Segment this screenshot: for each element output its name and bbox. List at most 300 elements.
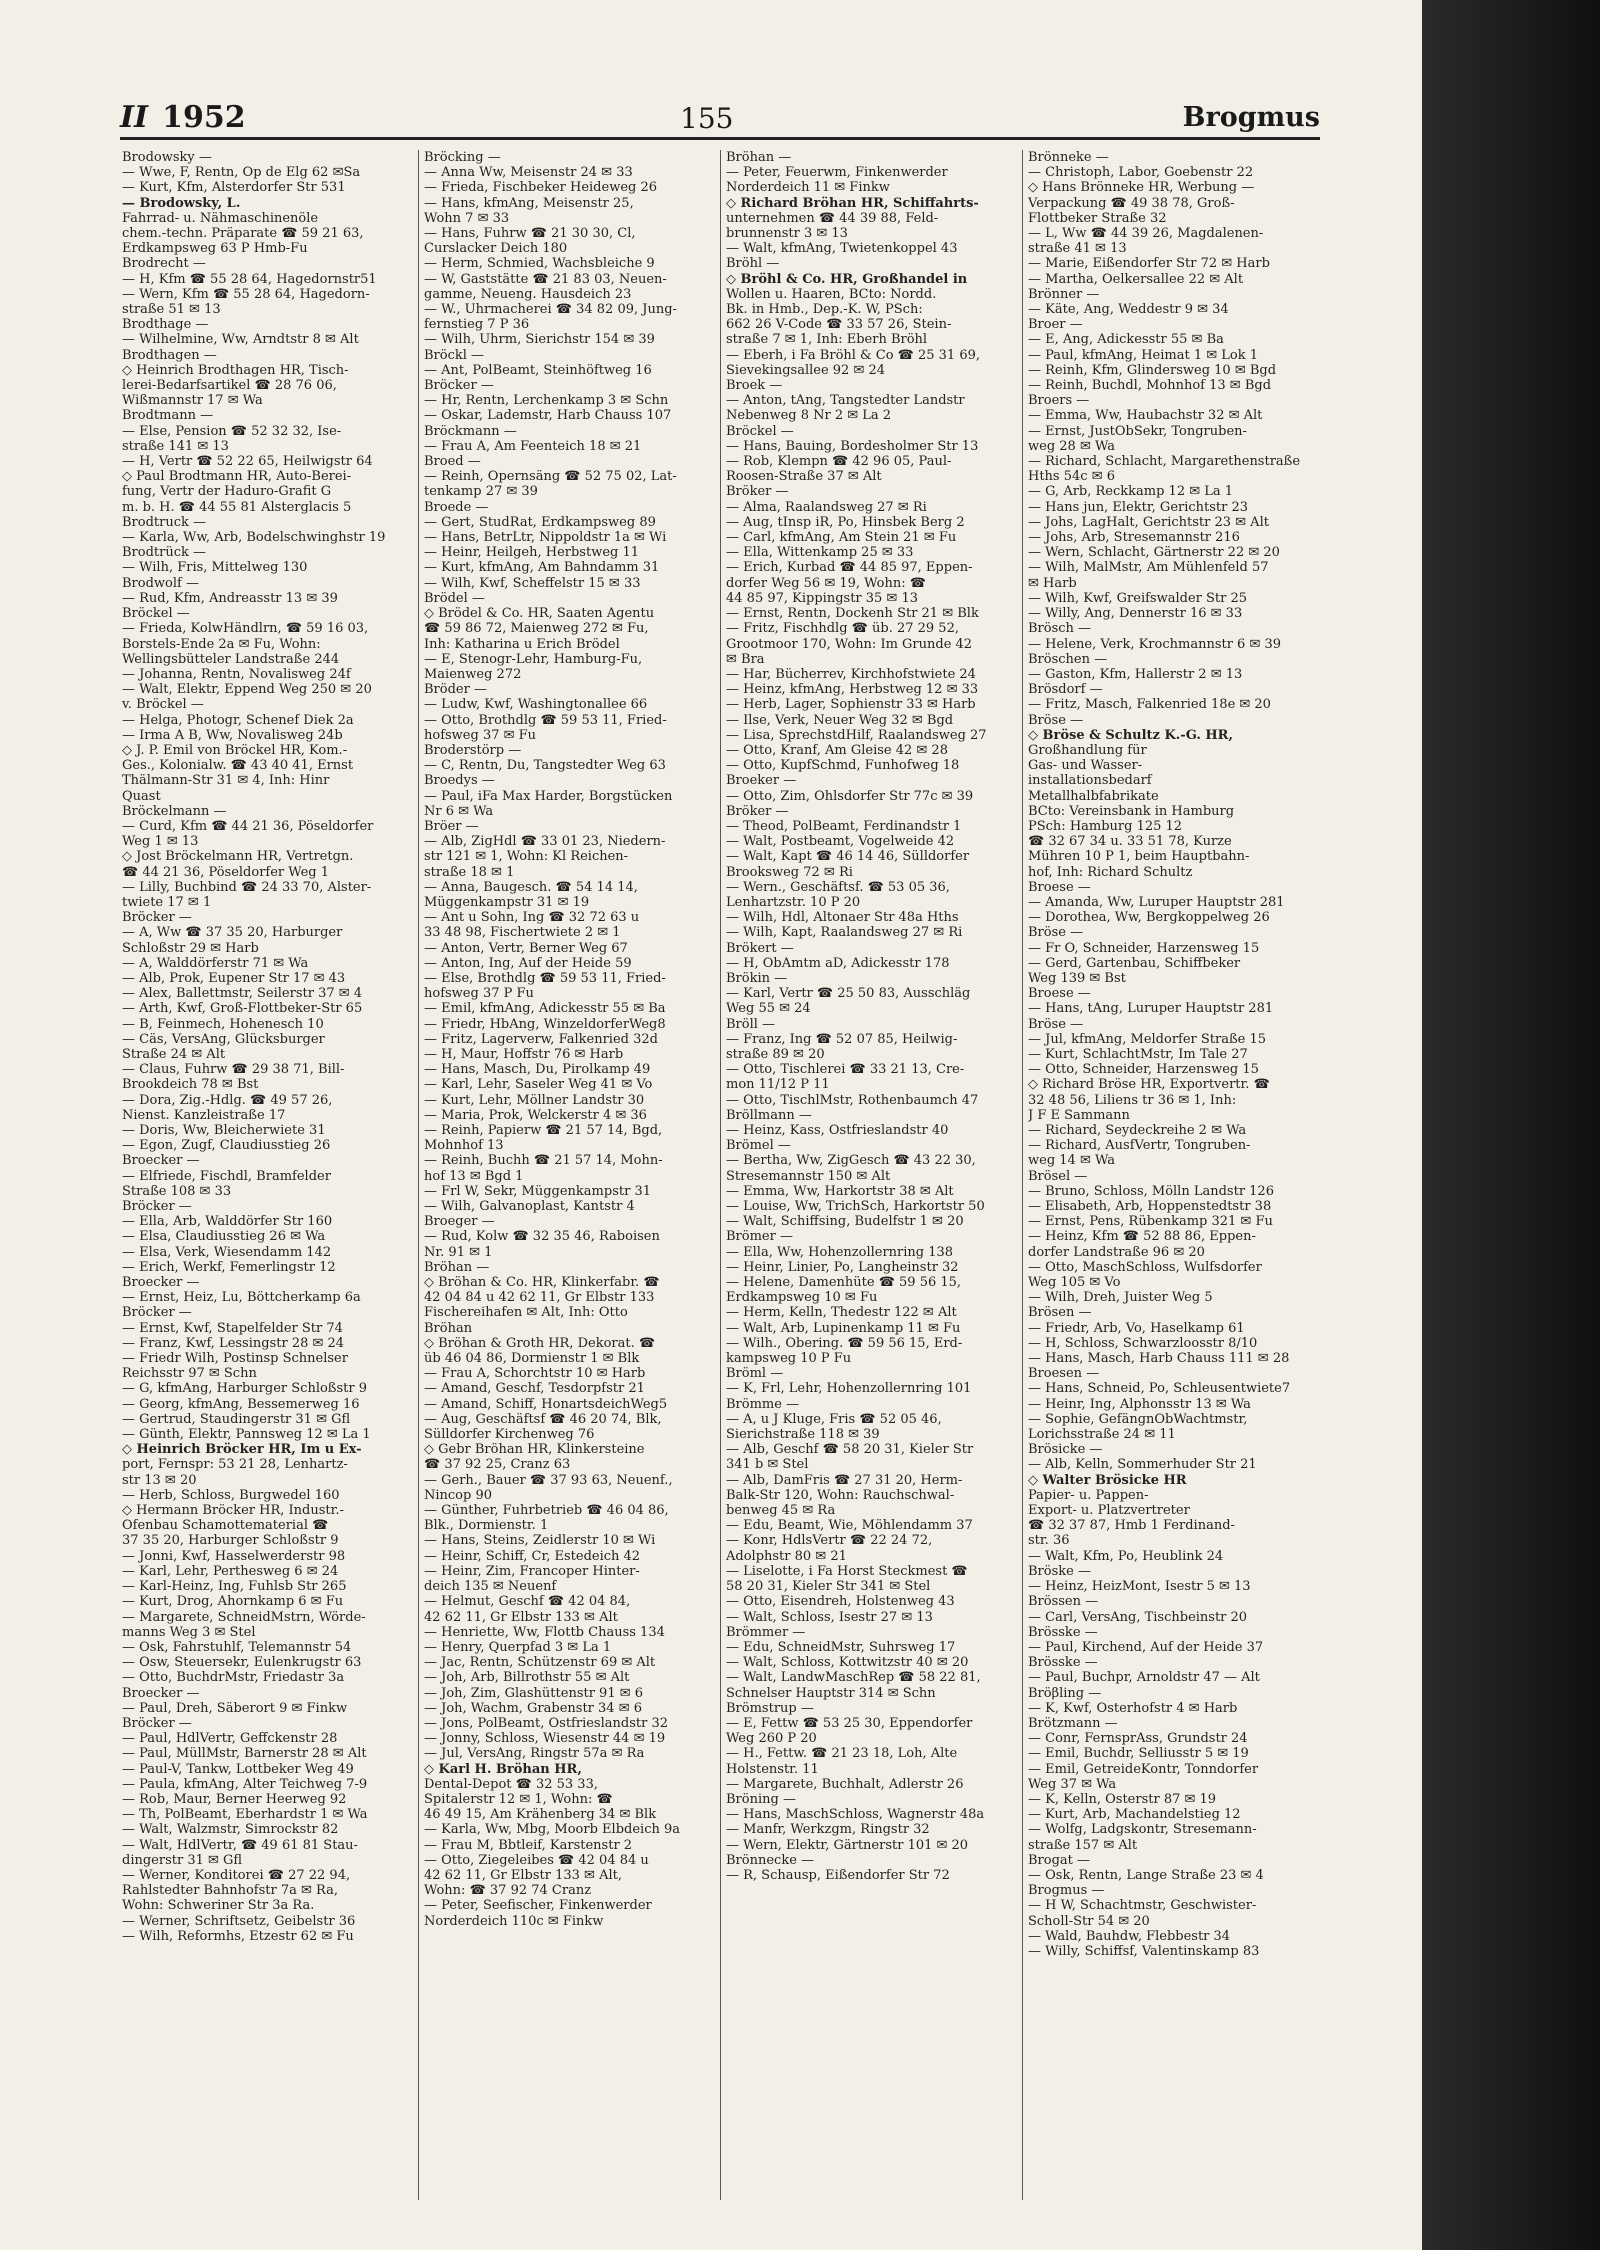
directory-line: weg 14 ✉ Wa — [1028, 1153, 1115, 1169]
directory-line: — Alb, DamFris ☎ 27 31 20, Herm- — [726, 1472, 963, 1488]
directory-line: — E, Fettw ☎ 53 25 30, Eppendorfer — [726, 1715, 973, 1731]
directory-line: Brodthage — — [122, 317, 209, 333]
directory-line: Norderdeich 110c ✉ Finkw — [424, 1913, 604, 1929]
directory-line: Bröer — — [424, 818, 479, 834]
directory-line: — Kurt, Lehr, Möllner Landstr 30 — [424, 1092, 645, 1108]
directory-line: Brökin — — [726, 970, 788, 986]
directory-line: PSch: Hamburg 125 12 — [1028, 818, 1183, 834]
directory-line: Bröckl — — [424, 347, 485, 363]
directory-line: Bröker — — [726, 484, 789, 500]
directory-line: Stresemannstr 150 ✉ Alt — [726, 1168, 891, 1184]
directory-line: Müggenkampstr 31 ✉ 19 — [424, 894, 590, 910]
directory-line: — Paul, MüllMstr, Barnerstr 28 ✉ Alt — [122, 1746, 367, 1762]
directory-line: Maienweg 272 — [424, 666, 522, 682]
directory-line: ◇ Hans Brönneke HR, Werbung — — [1028, 180, 1255, 196]
directory-line: ◇ Gebr Bröhan HR, Klinkersteine — [424, 1442, 645, 1458]
directory-line: Broesen — — [1028, 1366, 1100, 1382]
directory-line: ☎ 32 67 34 u. 33 51 78, Kurze — [1028, 834, 1232, 850]
directory-line: — E, Ang, Adickesstr 55 ✉ Ba — [1028, 332, 1224, 348]
directory-line: — Egon, Zugf, Claudiusstieg 26 — [122, 1138, 331, 1154]
directory-line: — Walt, Arb, Lupinenkamp 11 ✉ Fu — [726, 1320, 961, 1336]
directory-line: — Reinh, Papierw ☎ 21 57 14, Bgd, — [424, 1123, 663, 1138]
column-4 — [1028, 150, 1318, 2200]
directory-line: Broek — — [726, 378, 783, 394]
directory-line: — Karl, Vertr ☎ 25 50 83, Ausschläg — [726, 986, 971, 1002]
directory-line: — Johanna, Rentn, Novalisweg 24f — [122, 666, 351, 682]
directory-line: — Peter, Feuerwm, Finkenwerder — [726, 165, 948, 181]
directory-line: 37 35 20, Harburger Schloßstr 9 — [122, 1533, 339, 1549]
directory-line: — Dorothea, Ww, Bergkoppelweg 26 — [1028, 910, 1270, 926]
directory-line: — Elsa, Claudiusstieg 26 ✉ Wa — [122, 1229, 326, 1245]
directory-line: fung, Vertr der Haduro-Grafit G — [122, 484, 332, 500]
directory-line: — Otto, Brothdlg ☎ 59 53 11, Fried- — [424, 712, 667, 728]
directory-line: — Fritz, Masch, Falkenried 18e ✉ 20 — [1028, 697, 1271, 713]
directory-line: — Ant, PolBeamt, Steinhöftweg 16 — [424, 362, 652, 378]
directory-line: — Karla, Ww, Mbg, Moorb Elbdeich 9a — [424, 1822, 680, 1838]
directory-line: installationsbedarf — [1028, 773, 1152, 789]
directory-line: — Gerd, Gartenbau, Schiffbeker — [1028, 955, 1241, 971]
directory-line: Mohnhof 13 — [424, 1138, 504, 1154]
directory-line: — Frau M, Bbtleif, Karstenstr 2 — [424, 1837, 633, 1853]
directory-line: Rahlstedter Bahnhofstr 7a ✉ Ra, — [122, 1883, 338, 1899]
directory-line: — Joh, Zim, Glashüttenstr 91 ✉ 6 — [424, 1685, 644, 1701]
directory-line: deich 135 ✉ Neuenf — [424, 1579, 557, 1595]
directory-line: Bröske — — [1028, 1563, 1091, 1579]
directory-line: — Louise, Ww, TrichSch, Harkortstr 50 — [726, 1199, 985, 1215]
directory-line: Weg 139 ✉ Bst — [1028, 970, 1126, 986]
directory-line: Brösch — — [1028, 621, 1092, 637]
directory-line: Bröcker — — [122, 1305, 192, 1321]
directory-line: unternehmen ☎ 44 39 88, Feld- — [726, 210, 939, 226]
directory-line: Bröhan — — [424, 1259, 490, 1275]
directory-line: ☎ 32 37 87, Hmb 1 Ferdinand- — [1028, 1518, 1235, 1534]
directory-line: Brökert — — [726, 940, 794, 956]
directory-line: gamme, Neueng. Hausdeich 23 — [424, 286, 632, 302]
directory-line: port, Fernspr: 53 21 28, Lenhartz- — [122, 1457, 348, 1473]
directory-line: — Alb, ZigHdl ☎ 33 01 23, Niedern- — [424, 834, 666, 850]
directory-line: — Emil, Buchdr, Selliusstr 5 ✉ 19 — [1028, 1746, 1249, 1762]
directory-line: — Rob, Maur, Berner Heerweg 92 — [122, 1791, 347, 1807]
directory-line: — Richard, Schlacht, Margarethenstraße — [1028, 454, 1301, 470]
directory-line: Wellingsbütteler Landstraße 244 — [122, 651, 340, 667]
directory-line: — Alb, Geschf ☎ 58 20 31, Kieler Str — [726, 1442, 974, 1458]
directory-line: — Edu, SchneidMstr, Suhrsweg 17 — [726, 1639, 956, 1655]
directory-line: — Otto, Tischlerei ☎ 33 21 13, Cre- — [726, 1062, 965, 1078]
directory-line: Brösske — — [1028, 1655, 1098, 1671]
directory-line: — Aug, Geschäftsf ☎ 46 20 74, Blk, — [424, 1411, 662, 1427]
directory-line: — Margarete, Buchhalt, Adlerstr 26 — [726, 1776, 964, 1792]
directory-line: — Emma, Ww, Haubachstr 32 ✉ Alt — [1028, 408, 1263, 424]
directory-line: — Kurt, SchlachtMstr, Im Tale 27 — [1028, 1046, 1248, 1062]
directory-line: Broese — — [1028, 986, 1091, 1002]
directory-line: — H, Vertr ☎ 52 22 65, Heilwigstr 64 — [122, 454, 373, 470]
directory-line: — Emil, kfmAng, Adickesstr 55 ✉ Ba — [424, 1001, 666, 1017]
directory-line: Lorichsstraße 24 ✉ 11 — [1028, 1427, 1176, 1443]
directory-line: straße 7 ✉ 1, Inh: Eberh Bröhl — [726, 332, 928, 348]
directory-line: manns Weg 3 ✉ Stel — [122, 1624, 256, 1640]
directory-line: Nincop 90 — [424, 1487, 493, 1503]
directory-line: Broer — — [1028, 317, 1083, 333]
directory-line: — Ernst, Heiz, Lu, Böttcherkamp 6a — [122, 1290, 361, 1306]
directory-line: Spitalerstr 12 ✉ 1, Wohn: ☎ — [424, 1791, 613, 1807]
directory-line: str 13 ✉ 20 — [122, 1472, 197, 1488]
directory-line: — Jonny, Schloss, Wiesenstr 44 ✉ 19 — [424, 1731, 666, 1747]
directory-line: Brösdorf — — [1028, 682, 1103, 698]
directory-line: — Paul, iFa Max Harder, Borgstücken — [424, 788, 673, 804]
directory-line: Nienst. Kanzleistraße 17 — [122, 1107, 286, 1123]
directory-line: — Werner, Schriftsetz, Geibelstr 36 — [122, 1913, 356, 1929]
directory-line: Broecker — — [122, 1153, 200, 1169]
directory-line: — R, Schausp, Eißendorfer Str 72 — [726, 1867, 950, 1883]
directory-line: Nr. 91 ✉ 1 — [424, 1244, 493, 1260]
directory-line: Weg 37 ✉ Wa — [1028, 1776, 1117, 1792]
directory-line: Brodrecht — — [122, 256, 206, 272]
directory-line: — Walt, Schiffsing, Budelfstr 1 ✉ 20 — [726, 1214, 964, 1230]
directory-line: ✉ Bra — [726, 651, 765, 667]
directory-line: ◇ J. P. Emil von Bröckel HR, Kom.- — [122, 742, 348, 758]
directory-line: — Wilh, Kwf, Greifswalder Str 25 — [1028, 590, 1248, 606]
directory-line: — Walt, Kapt ☎ 46 14 46, Sülldorfer — [726, 849, 970, 865]
directory-line: Bröcker — — [424, 378, 494, 394]
directory-line: Brömstrup — — [726, 1700, 814, 1716]
directory-line: Bröml — — [726, 1366, 784, 1382]
directory-line: — Frieda, Fischbeker Heideweg 26 — [424, 180, 658, 196]
directory-line: fernstieg 7 P 36 — [424, 317, 530, 333]
directory-line: — Otto, Zim, Ohlsdorfer Str 77c ✉ 39 — [726, 788, 974, 804]
directory-line: — Karl, Lehr, Saseler Weg 41 ✉ Vo — [424, 1077, 653, 1093]
directory-line: — H., Fettw. ☎ 21 23 18, Loh, Alte — [726, 1746, 958, 1762]
directory-line: — Doris, Ww, Bleicherwiete 31 — [122, 1123, 326, 1138]
directory-line: — Arth, Kwf, Groß-Flottbeker-Str 65 — [122, 1001, 363, 1017]
directory-line: — Wilh., Obering. ☎ 59 56 15, Erd- — [726, 1335, 963, 1351]
directory-line: ◇ Brödel & Co. HR, Saaten Agentu — [424, 606, 655, 622]
directory-line: — Hans, Masch, Du, Pirolkamp 49 — [424, 1062, 651, 1078]
directory-line: — Walt, Elektr, Eppend Weg 250 ✉ 20 — [122, 682, 372, 698]
directory-line: — Wern, Kfm ☎ 55 28 64, Hagedorn- — [122, 286, 370, 302]
directory-line: Brösicke — — [1028, 1442, 1103, 1458]
directory-line: Bröcker — — [122, 910, 192, 926]
directory-line: straße 157 ✉ Alt — [1028, 1837, 1138, 1853]
directory-line: — Joh, Arb, Billrothstr 55 ✉ Alt — [424, 1670, 630, 1686]
directory-line: 46 49 15, Am Krähenberg 34 ✉ Blk — [424, 1807, 657, 1823]
directory-line: — Hans, MaschSchloss, Wagnerstr 48a — [726, 1807, 985, 1823]
directory-line: — Hans, Fuhrw ☎ 21 30 30, Cl, — [424, 226, 636, 242]
directory-line: hof, Inh: Richard Schultz — [1028, 864, 1193, 880]
directory-line: — Paul, Dreh, Säberort 9 ✉ Finkw — [122, 1700, 348, 1716]
directory-line: ◇ Bröse & Schultz K.-G. HR, — [1028, 727, 1233, 743]
directory-line: — Hans, BetrLtr, Nippoldstr 1a ✉ Wi — [424, 530, 667, 546]
directory-line: — Else, Brothdlg ☎ 59 53 11, Fried- — [424, 970, 666, 986]
column-1 — [122, 150, 412, 2200]
column-divider — [418, 150, 419, 2200]
directory-line: — Johs, Arb, Stresemannstr 216 — [1028, 530, 1240, 546]
directory-line: — Wern, Elektr, Gärtnerstr 101 ✉ 20 — [726, 1837, 969, 1853]
directory-line: — A, Walddörferstr 71 ✉ Wa — [122, 955, 309, 971]
directory-line: — K, Kwf, Osterhofstr 4 ✉ Harb — [1028, 1700, 1238, 1716]
directory-line: — Otto, TischlMstr, Rothenbaumch 47 — [726, 1092, 979, 1108]
directory-line: Weg 1 ✉ 13 — [122, 834, 199, 850]
directory-line: Balk-Str 120, Wohn: Rauchschwal- — [726, 1487, 955, 1503]
directory-line: benweg 45 ✉ Ra — [726, 1503, 836, 1519]
directory-line: — Wilh, Uhrm, Sierichstr 154 ✉ 39 — [424, 332, 655, 348]
directory-line: — H, Kfm ☎ 55 28 64, Hagedornstr51 — [122, 271, 377, 287]
directory-line: — Walt, kfmAng, Twietenkoppel 43 — [726, 241, 958, 257]
directory-line: Sierichstraße 118 ✉ 39 — [726, 1427, 880, 1443]
directory-line: Straße 108 ✉ 33 — [122, 1183, 232, 1199]
directory-line: — Lilly, Buchbind ☎ 24 33 70, Alster- — [122, 879, 372, 895]
directory-line: lerei-Bedarfsartikel ☎ 28 76 06, — [122, 378, 337, 394]
directory-line: Norderdeich 11 ✉ Finkw — [726, 180, 890, 196]
directory-line: — Cäs, VersAng, Glücksburger — [122, 1031, 325, 1047]
directory-line: dorfer Landstraße 96 ✉ 20 — [1028, 1244, 1205, 1260]
directory-line: — Hans, Bauing, Bordesholmer Str 13 — [726, 438, 979, 454]
directory-line: — Kurt, kfmAng, Am Bahndamm 31 — [424, 560, 660, 576]
directory-line: — Martha, Oelkersallee 22 ✉ Alt — [1028, 271, 1244, 287]
directory-line: Sievekingsallee 92 ✉ 24 — [726, 362, 886, 378]
directory-line: Export- u. Platzvertreter — [1028, 1503, 1190, 1519]
directory-line: Borstels-Ende 2a ✉ Fu, Wohn: — [122, 636, 321, 652]
directory-line: brunnenstr 3 ✉ 13 — [726, 226, 848, 242]
directory-line: — Willy, Schiffsf, Valentinskamp 83 — [1028, 1943, 1260, 1959]
directory-line: — Walt, Schloss, Isestr 27 ✉ 13 — [726, 1609, 933, 1625]
directory-line: — Konr, HdlsVertr ☎ 22 24 72, — [726, 1533, 933, 1549]
directory-line: — Friedr Wilh, Postinsp Schnelser — [122, 1351, 348, 1367]
directory-line: — Christoph, Labor, Goebenstr 22 — [1028, 165, 1254, 181]
directory-line: — Hans, kfmAng, Meisenstr 25, — [424, 195, 634, 211]
directory-line: Blk., Dormienstr. 1 — [424, 1518, 549, 1534]
directory-line: — Reinh, Kfm, Glindersweg 10 ✉ Bgd — [1028, 362, 1277, 378]
directory-line: — Otto, KupfSchmd, Funhofweg 18 — [726, 758, 960, 774]
directory-line: — Liselotte, i Fa Horst Steckmest ☎ — [726, 1563, 968, 1579]
directory-line: — Frieda, KolwHändlrn, ☎ 59 16 03, — [122, 621, 369, 637]
year: 1952 — [162, 100, 246, 135]
directory-line: Brötzmann — — [1028, 1715, 1118, 1731]
directory-line: Bröker — — [726, 803, 789, 819]
directory-line: 44 85 97, Kippingstr 35 ✉ 13 — [726, 590, 919, 606]
directory-line: Brödel — — [424, 590, 485, 606]
directory-line: — Otto, Eisendreh, Holstenweg 43 — [726, 1594, 955, 1610]
directory-line: — H, Schloss, Schwarzloosstr 8/10 — [1028, 1335, 1258, 1351]
directory-line: ☎ 37 92 25, Cranz 63 — [424, 1457, 571, 1473]
directory-line: — Fr O, Schneider, Harzensweg 15 — [1028, 940, 1260, 956]
directory-line: Broderstörp — — [424, 742, 522, 758]
directory-line: — H W, Schachtmstr, Geschwister- — [1028, 1898, 1257, 1914]
directory-line: — Herb, Lager, Sophienstr 33 ✉ Harb — [726, 697, 976, 713]
page-header — [120, 100, 1320, 140]
directory-line: — Wilh, MalMstr, Am Mühlenfeld 57 — [1028, 560, 1269, 576]
directory-line: — Paul, kfmAng, Heimat 1 ✉ Lok 1 — [1028, 347, 1258, 363]
directory-line: — Günth, Elektr, Pannsweg 12 ✉ La 1 — [122, 1427, 371, 1443]
directory-line: — Herb, Schloss, Burgwedel 160 — [122, 1487, 340, 1503]
directory-line: — K, Kelln, Osterstr 87 ✉ 19 — [1028, 1791, 1217, 1807]
directory-line: — K, Frl, Lehr, Hohenzollernring 101 — [726, 1381, 972, 1397]
directory-line: — Heinz, Kfm ☎ 52 88 86, Eppen- — [1028, 1229, 1256, 1245]
directory-line: — Alma, Raalandsweg 27 ✉ Ri — [726, 499, 927, 515]
directory-line: — Reinh, Buchdl, Mohnhof 13 ✉ Bgd — [1028, 378, 1272, 394]
directory-line: — Wwe, F, Rentn, Op de Elg 62 ✉Sa — [122, 165, 361, 181]
directory-line: Brönner — — [1028, 286, 1100, 302]
directory-line: Reichsstr 97 ✉ Schn — [122, 1366, 257, 1382]
directory-line: Broedys — — [424, 773, 495, 789]
directory-line: — Alb, Kelln, Sommerhuder Str 21 — [1028, 1457, 1257, 1473]
directory-line: — Anna Ww, Meisenstr 24 ✉ 33 — [424, 165, 633, 181]
directory-line: — Henry, Querpfad 3 ✉ La 1 — [424, 1639, 612, 1655]
directory-line: Bröcking — — [424, 150, 501, 165]
directory-line: — Osk, Fahrstuhlf, Telemannstr 54 — [122, 1639, 352, 1655]
directory-line: — H, ObAmtm aD, Adickesstr 178 — [726, 955, 950, 971]
directory-line: — Helene, Verk, Krochmannstr 6 ✉ 39 — [1028, 636, 1282, 652]
directory-line: Hths 54c ✉ 6 — [1028, 469, 1115, 485]
directory-line: v. Bröckel — — [122, 697, 204, 713]
directory-line: — W., Uhrmacherei ☎ 34 82 09, Jung- — [424, 302, 677, 318]
directory-line: ◇ Bröhan & Groth HR, Dekorat. ☎ — [424, 1335, 656, 1351]
directory-line: — Sophie, GefängnObWachtmstr, — [1028, 1411, 1248, 1427]
directory-line: Brodtmann — — [122, 408, 214, 424]
directory-line: Bröse — — [1028, 925, 1084, 941]
directory-line: Bröhan — [424, 1320, 473, 1336]
directory-line: Bröse — — [1028, 712, 1084, 728]
directory-line: straße 89 ✉ 20 — [726, 1046, 825, 1062]
directory-line: Brösen — — [1028, 1305, 1092, 1321]
directory-line: Brodwolf — — [122, 575, 199, 591]
directory-line: twiete 17 ✉ 1 — [122, 894, 212, 910]
directory-line: — Carl, VersAng, Tischbeinstr 20 — [1028, 1609, 1248, 1625]
directory-line: — Erich, Werkf, Femerlingstr 12 — [122, 1259, 336, 1275]
directory-line: — Reinh, Buchh ☎ 21 57 14, Mohn- — [424, 1153, 663, 1169]
directory-line: — Helga, Photogr, Schenef Diek 2a — [122, 712, 354, 728]
directory-line: ◇ Richard Bröhan HR, Schiffahrts- — [726, 195, 979, 211]
directory-line: Wohn: ☎ 37 92 74 Cranz — [424, 1883, 592, 1899]
directory-line: — Werner, Konditorei ☎ 27 22 94, — [122, 1867, 351, 1883]
directory-line: 33 48 98, Fischertwiete 2 ✉ 1 — [424, 925, 621, 941]
directory-line: — Hans, Schneid, Po, Schleusentwiete7 — [1028, 1381, 1291, 1397]
directory-line: mon 11/12 P 11 — [726, 1077, 830, 1093]
directory-line: Bröhan — — [726, 150, 792, 165]
directory-line: Mühren 10 P 1, beim Hauptbahn- — [1028, 849, 1250, 865]
directory-line: — Walt, Kfm, Po, Heublink 24 — [1028, 1548, 1224, 1564]
directory-line: — Har, Bücherrev, Kirchhofstwiete 24 — [726, 666, 976, 682]
directory-line: Ges., Kolonialw. ☎ 43 40 41, Ernst — [122, 758, 354, 774]
directory-line: tenkamp 27 ✉ 39 — [424, 484, 538, 500]
directory-line: — Ant u Sohn, Ing ☎ 32 72 63 u — [424, 910, 640, 926]
directory-line: — Helene, Damenhüte ☎ 59 56 15, — [726, 1275, 962, 1291]
column-3 — [726, 150, 1016, 2200]
directory-line: Verpackung ☎ 49 38 78, Groß- — [1028, 195, 1235, 211]
directory-line: 341 b ✉ Stel — [726, 1457, 809, 1473]
directory-line: — Rob, Klempn ☎ 42 96 05, Paul- — [726, 454, 952, 470]
directory-line: J F E Sammann — [1028, 1107, 1130, 1123]
directory-line: — Willy, Ang, Dennerstr 16 ✉ 33 — [1028, 606, 1243, 622]
directory-line: Wohn 7 ✉ 33 — [424, 210, 510, 226]
directory-line: — Paula, kfmAng, Alter Teichweg 7-9 — [122, 1776, 368, 1792]
directory-line: Weg 105 ✉ Vo — [1028, 1275, 1121, 1291]
directory-line: — L, Ww ☎ 44 39 26, Magdalenen- — [1028, 226, 1264, 242]
directory-line: — Ernst, Pens, Rübenkamp 321 ✉ Fu — [1028, 1214, 1273, 1230]
directory-line: Brodowsky — — [122, 150, 212, 165]
directory-line: — Amand, Geschf, Tesdorpfstr 21 — [424, 1381, 645, 1397]
directory-line: — Walt, Schloss, Kottwitzstr 40 ✉ 20 — [726, 1655, 969, 1671]
directory-line: Roosen-Straße 37 ✉ Alt — [726, 469, 882, 485]
directory-line: Flottbeker Straße 32 — [1028, 210, 1167, 226]
directory-line: Broers — — [1028, 393, 1090, 409]
directory-line: ◇ Jost Bröckelmann HR, Vertretgn. — [122, 849, 354, 865]
directory-line: — Erich, Kurbad ☎ 44 85 97, Eppen- — [726, 560, 973, 576]
directory-line: — Walt, HdlVertr, ☎ 49 61 81 Stau- — [122, 1837, 358, 1853]
directory-line: — Wilh, Hdl, Altonaer Str 48a Hths — [726, 910, 959, 926]
directory-line: — Ernst, Rentn, Dockenh Str 21 ✉ Blk — [726, 606, 979, 622]
directory-line: — Peter, Seefischer, Finkenwerder — [424, 1898, 652, 1914]
directory-line: — Wilh, Dreh, Juister Weg 5 — [1028, 1290, 1213, 1306]
column-divider — [720, 150, 721, 2200]
directory-line: — Fritz, Fischhdlg ☎ üb. 27 29 52, — [726, 621, 959, 637]
directory-line: — Dora, Zig.-Hdlg. ☎ 49 57 26, — [122, 1092, 333, 1108]
directory-line: — Otto, Kranf, Am Gleise 42 ✉ 28 — [726, 742, 948, 758]
page-number: 155 — [680, 102, 734, 135]
directory-line: ◇ Richard Bröse HR, Exportvertr. ☎ — [1028, 1077, 1270, 1093]
volume-number: II — [120, 100, 149, 135]
directory-line: — G, kfmAng, Harburger Schloßstr 9 — [122, 1381, 367, 1397]
directory-line: — Paul, Kirchend, Auf der Heide 37 — [1028, 1639, 1264, 1655]
directory-line: — Hans, Steins, Zeidlerstr 10 ✉ Wi — [424, 1533, 656, 1549]
directory-line: — Ella, Ww, Hohenzollernring 138 — [726, 1244, 954, 1260]
directory-line: Brodtruck — — [122, 514, 207, 530]
directory-line: Gas- und Wasser- — [1028, 758, 1143, 774]
directory-line: ☎ 59 86 72, Maienweg 272 ✉ Fu, — [424, 621, 649, 637]
directory-line: Wollen u. Haaren, BCto: Nordd. — [726, 286, 937, 302]
directory-line: — G, Arb, Reckkamp 12 ✉ La 1 — [1028, 484, 1234, 500]
directory-line: Bröhl — — [726, 256, 780, 272]
directory-line: — Alex, Ballettmstr, Seilerstr 37 ✉ 4 — [122, 986, 363, 1002]
directory-line: — Rud, Kolw ☎ 32 35 46, Raboisen — [424, 1229, 660, 1245]
directory-line: Lenhartzstr. 10 P 20 — [726, 894, 861, 910]
directory-line: — E, Stenogr-Lehr, Hamburg-Fu, — [424, 651, 643, 667]
directory-line: Broeger — — [424, 1214, 495, 1230]
directory-line: — Eberh, i Fa Bröhl & Co ☎ 25 31 69, — [726, 347, 981, 363]
directory-line: — Walt, Walzmstr, Simrockstr 82 — [122, 1822, 339, 1838]
directory-line: — Richard, Seydeckreihe 2 ✉ Wa — [1028, 1123, 1247, 1138]
directory-line: Straße 24 ✉ Alt — [122, 1046, 226, 1062]
directory-line: 42 62 11, Gr Elbstr 133 ✉ Alt — [424, 1609, 618, 1625]
directory-line: dorfer Weg 56 ✉ 19, Wohn: ☎ — [726, 575, 926, 591]
directory-line: — Jac, Rentn, Schützenstr 69 ✉ Alt — [424, 1655, 656, 1671]
directory-line: — Anton, Ing, Auf der Heide 59 — [424, 955, 632, 971]
directory-line: Fahrrad- u. Nähmaschinenöle — [122, 210, 319, 226]
directory-line: — Gert, StudRat, Erdkampsweg 89 — [424, 514, 656, 530]
directory-line: Curslacker Deich 180 — [424, 241, 568, 257]
directory-line: ◇ Bröhan & Co. HR, Klinkerfabr. ☎ — [424, 1275, 660, 1291]
directory-line: — Emil, GetreideKontr, Tonndorfer — [1028, 1761, 1259, 1777]
directory-line: — Reinh, Opernsäng ☎ 52 75 02, Lat- — [424, 469, 677, 485]
directory-line: — Jul, VersAng, Ringstr 57a ✉ Ra — [424, 1746, 645, 1762]
directory-line: 662 26 V-Code ☎ 33 57 26, Stein- — [726, 317, 952, 333]
directory-line: ◇ Walter Brösicke HR — [1028, 1472, 1187, 1488]
scan-edge — [1422, 0, 1600, 2250]
directory-line: — Fritz, Lagerverw, Falkenried 32d — [424, 1031, 658, 1047]
directory-line: — Helmut, Geschf ☎ 42 04 84, — [424, 1594, 631, 1610]
directory-line: Brösske — — [1028, 1624, 1098, 1640]
directory-line: 32 48 56, Liliens tr 36 ✉ 1, Inh: — [1028, 1092, 1237, 1108]
directory-line: — Wolfg, Ladgskontr, Stresemann- — [1028, 1822, 1257, 1838]
directory-line: — Wilhelmine, Ww, Arndtstr 8 ✉ Alt — [122, 332, 359, 348]
directory-line: Brössen — — [1028, 1594, 1099, 1610]
directory-line: 58 20 31, Kieler Str 341 ✉ Stel — [726, 1579, 931, 1595]
directory-line: str. 36 — [1028, 1533, 1070, 1549]
directory-line: — Paul-V, Tankw, Lottbeker Weg 49 — [122, 1761, 354, 1777]
directory-line: Ofenbau Schamottematerial ☎ — [122, 1518, 329, 1534]
directory-line: — W, Gaststätte ☎ 21 83 03, Neuen- — [424, 271, 667, 287]
directory-line: — Bruno, Schloss, Mölln Landstr 126 — [1028, 1183, 1274, 1199]
directory-line: — A, u J Kluge, Fris ☎ 52 05 46, — [726, 1411, 942, 1427]
